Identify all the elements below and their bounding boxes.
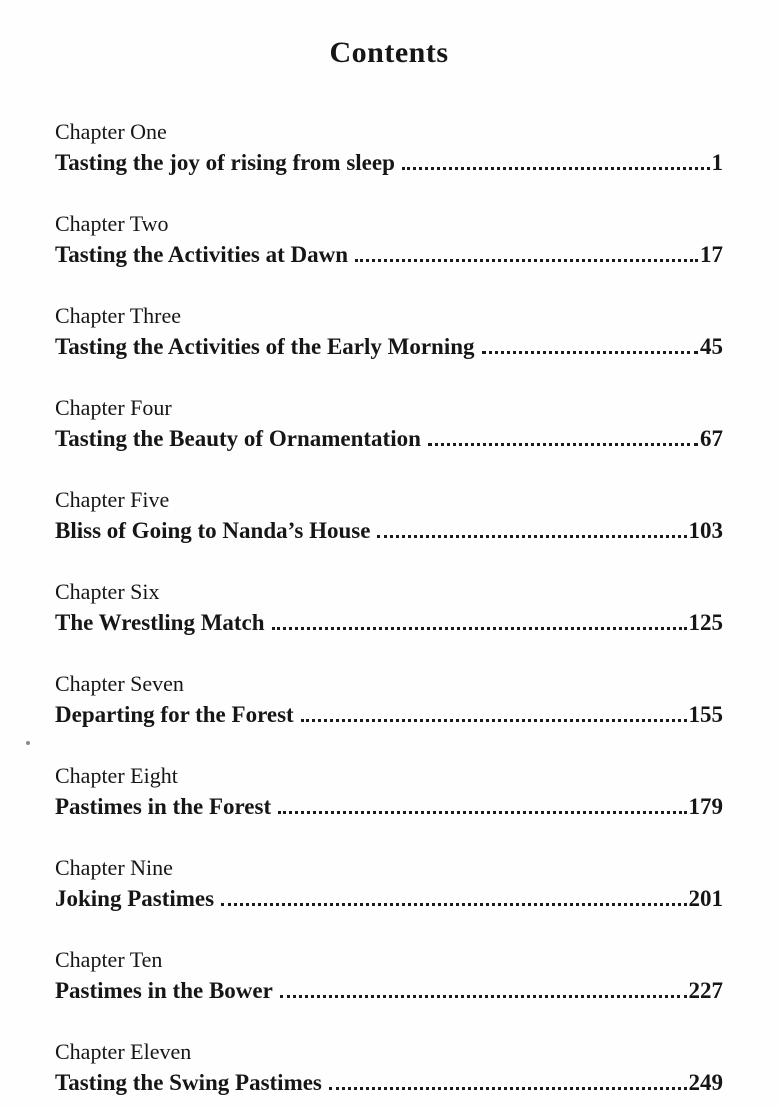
chapter-title: The Wrestling Match: [55, 610, 265, 635]
chapter-label: Chapter Six: [55, 579, 160, 604]
toc-entry: [55, 1036, 723, 1099]
chapter-label: Chapter Seven: [55, 671, 184, 696]
toc-line: [55, 699, 723, 731]
page-title: Contents: [329, 36, 449, 69]
chapter-label: Chapter Five: [55, 487, 170, 512]
chapter-title: Tasting the Beauty of Ornamentation: [55, 426, 421, 451]
toc-line: [55, 147, 723, 179]
chapter-label: Chapter Ten: [55, 947, 163, 972]
toc-line: [55, 607, 723, 639]
chapter-title: Tasting the Swing Pastimes: [55, 1070, 322, 1095]
dot-leader: [402, 167, 710, 170]
dot-leader: [221, 903, 686, 906]
dot-leader: [278, 811, 686, 814]
chapter-title: Pastimes in the Bower: [55, 978, 273, 1003]
toc-entry: [55, 484, 723, 547]
toc-line: [55, 423, 723, 455]
chapter-title: Joking Pastimes: [55, 886, 215, 911]
toc-line: [55, 239, 723, 271]
toc-entry: [55, 944, 723, 1007]
toc-entry: [55, 300, 723, 363]
chapter-title: Pastimes in the Forest: [55, 794, 272, 819]
dot-leader: [329, 1087, 687, 1090]
toc-line: [55, 883, 723, 915]
dot-leader: [377, 535, 686, 538]
toc-entry: [55, 116, 723, 179]
dot-leader: [272, 627, 687, 630]
page-number: 17: [700, 242, 723, 267]
chapter-label: Chapter Nine: [55, 855, 173, 880]
toc-entry: [55, 852, 723, 915]
page-number: 155: [688, 702, 723, 727]
chapter-label: Chapter Two: [55, 211, 169, 236]
page-number: 249: [688, 1070, 723, 1095]
dot-leader: [355, 259, 698, 262]
toc-line: [55, 1067, 723, 1099]
page-number: 227: [688, 978, 723, 1003]
dot-leader: [428, 443, 698, 446]
toc-entry: [55, 760, 723, 823]
page-number: 1: [711, 150, 723, 175]
toc-entry: [55, 392, 723, 455]
dot-leader: [482, 351, 698, 354]
toc-entry: [55, 576, 723, 639]
dot-leader: [301, 719, 687, 722]
toc-line: [55, 331, 723, 363]
toc-entry: [55, 668, 723, 731]
scan-artifact-dot: [26, 741, 30, 745]
toc-line: [55, 975, 723, 1007]
toc-list: [55, 116, 723, 1099]
chapter-label: Chapter Eleven: [55, 1039, 192, 1064]
page-number: 201: [688, 886, 723, 911]
dot-leader: [280, 995, 687, 998]
toc-line: [55, 791, 723, 823]
page-number: 179: [688, 794, 723, 819]
chapter-title: Tasting the joy of rising from sleep: [55, 150, 395, 175]
chapter-label: Chapter Four: [55, 395, 172, 420]
chapter-title: Bliss of Going to Nanda’s House: [55, 518, 371, 543]
page-number: 103: [688, 518, 723, 543]
chapter-title: Tasting the Activities of the Early Morning: [55, 334, 475, 359]
chapter-title: Tasting the Activities at Dawn: [55, 242, 349, 267]
chapter-label: Chapter Eight: [55, 763, 178, 788]
toc-entry: [55, 208, 723, 271]
chapter-label: Chapter Three: [55, 303, 182, 328]
page-number: 45: [700, 334, 723, 359]
chapter-label: Chapter One: [55, 119, 167, 144]
page-number: 67: [700, 426, 723, 451]
chapter-title: Departing for the Forest: [55, 702, 294, 727]
page-number: 125: [688, 610, 723, 635]
toc-line: [55, 515, 723, 547]
